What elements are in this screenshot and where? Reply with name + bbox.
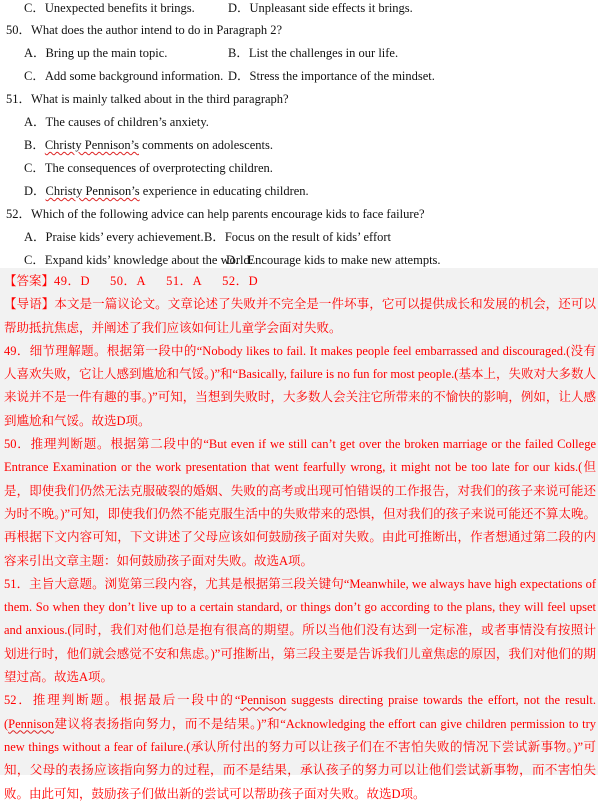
explanation-50-text: 推理判断题。根据第二段中的“But even if we still can’t get over the broken marriage or the failed College Entrance Examination or the work presentation that went fearfully wrong, it might not be too late for our kids.(但是，即使我们仍然无法克服破裂的婚姻、失败的高考或出现可怕错误的工作报告，对我们的孩子来说可能还为时不晚。)”可知，即使我们仍然不能克服生活中的失败带来的恐惧，但对我们的孩子来说可能还不算太晚。再根据下文内容可知，下文讲述了父母应该如何鼓励孩子面对失败。由此可推断出，作者想通过第二段的内容来引出文章主题：如何鼓励孩子面对失败。故选A项。	[4, 437, 596, 568]
q51-option-d-prefix: D．	[24, 184, 46, 198]
q50-option-a: A．Bring up the main topic.	[24, 46, 168, 60]
q49-option-d: D．Unpleasant side effects it brings.	[228, 1, 413, 15]
q51-option-b-rest: comments on adolescents.	[138, 138, 273, 152]
q52-option-b: B．Focus on the result of kids’ effort	[204, 230, 392, 244]
answer-label: 【答案】	[4, 274, 55, 288]
answer-key-line	[4, 270, 596, 293]
explanation-50	[4, 433, 596, 573]
q50-number: 50．	[6, 23, 32, 37]
explanation-52-name-1: Pennison	[240, 693, 287, 708]
q50-option-c: C．Add some background information.	[24, 69, 224, 83]
explanation-49-number: 49．	[4, 343, 30, 358]
q50-stem	[6, 22, 282, 38]
q51-option-d	[24, 183, 309, 199]
explanation-52	[4, 689, 596, 805]
q52-option-a: A．Praise kids’ every achievement.	[24, 230, 204, 244]
explanation-51	[4, 573, 596, 689]
explanation-52-text-mid: suggests directing praise towards the effort, not the result.(	[4, 693, 596, 731]
q50-option-b: B．List the challenges in our life.	[228, 46, 399, 60]
q51-stem	[6, 91, 289, 107]
q51-text: What is mainly talked about in the third paragraph?	[31, 92, 289, 106]
q52-stem	[6, 206, 425, 222]
q51-number: 51．	[6, 92, 32, 106]
explanation-51-text: 主旨大意题。浏览第三段内容，尤其是根据第三段关键句“Meanwhile, we always have high expectations of them. So when they don’t live up to a certain standard, or things don’t go according to the plans, they will feel upset and anxious.(同时，我们对他们总是抱有很高的期望。所以当他们没有达到一定标准，或者事情没有按照计划进行时，他们就会感觉不安和焦虑。)”可推断出，第三段主要是告诉我们儿童焦虑的原因，我们对他们的期望过高。故选A项。	[4, 576, 596, 685]
answer-51: 51．A	[166, 274, 203, 288]
q50-text: What does the author intend to do in Paragraph 2?	[31, 23, 282, 37]
explanation-50-number: 50．	[4, 437, 31, 452]
explanation-52-text-before: 推理判断题。根据最后一段中的“	[32, 693, 241, 708]
answer-49: 49．D	[54, 274, 91, 288]
q51-option-b-name: Christy Pennison’s	[44, 138, 139, 152]
q51-option-a: A．The causes of children’s anxiety.	[24, 115, 209, 129]
answer-50: 50．A	[110, 274, 147, 288]
explanation-52-number: 52．	[4, 693, 33, 708]
intro-label: 【导语】	[4, 297, 55, 312]
q52-option-d: D．Encourage kids to make new attempts.	[226, 253, 441, 267]
explanation-52-text-after: 建议将表扬指向努力，而不是结果。)”和“Acknowledging the effort can give children permission to try new things without a fear of failure.(承认所付出的努力可以让孩子们在不害怕失败的情况下尝试新事物。)”可知，父母的表扬应该指向努力的过程，而不是结果，承认孩子的努力可以让他们尝试新事物，而不害怕失败。由此可知，鼓励孩子们做出新的尝试可以帮助孩子面对失败。故选D项。	[4, 716, 596, 801]
intro-text: 本文是一篇议论文。文章论述了失败并不完全是一件坏事，它可以提供成长和发展的机会，还可以帮助抵抗焦虑，并阐述了我们应该如何让儿童学会面对失败。	[4, 297, 596, 335]
explanation-51-number: 51．	[4, 576, 30, 591]
q52-option-c: C．Expand kids’ knowledge about the world.	[24, 253, 253, 267]
q50-option-d: D．Stress the importance of the mindset.	[228, 69, 435, 83]
q51-option-c: C．The consequences of overprotecting children.	[24, 161, 273, 175]
q51-option-d-name: Christy Pennison’s	[45, 184, 140, 198]
intro-paragraph	[4, 293, 596, 340]
q51-option-d-rest: experience in educating children.	[139, 184, 309, 198]
explanation-52-name-2: Pennison	[8, 716, 55, 731]
answer-section	[4, 270, 596, 806]
explanation-49	[4, 340, 596, 433]
q52-number: 52．	[6, 207, 32, 221]
q52-text: Which of the following advice can help parents encourage kids to face failure?	[31, 207, 425, 221]
explanation-49-text: 细节理解题。根据第一段中的“Nobody likes to fail. It makes people feel embarrassed and discouraged.(没有人喜欢失败，它让人感到尴尬和气馁。)”和“Basically, failure is no fun for most people.(基本上，失败对大多数人来说并不是一件有趣的事。)”可知，当想到失败时，大多数人会关注它所带来的不愉快的影响，例如，让人感到尴尬和气馁。故选D项。	[4, 343, 596, 428]
q51-option-b-prefix: B．	[24, 138, 45, 152]
q49-option-c: C．Unexpected benefits it brings.	[24, 1, 195, 15]
answer-52: 52．D	[222, 274, 259, 288]
q51-option-b	[24, 137, 273, 153]
